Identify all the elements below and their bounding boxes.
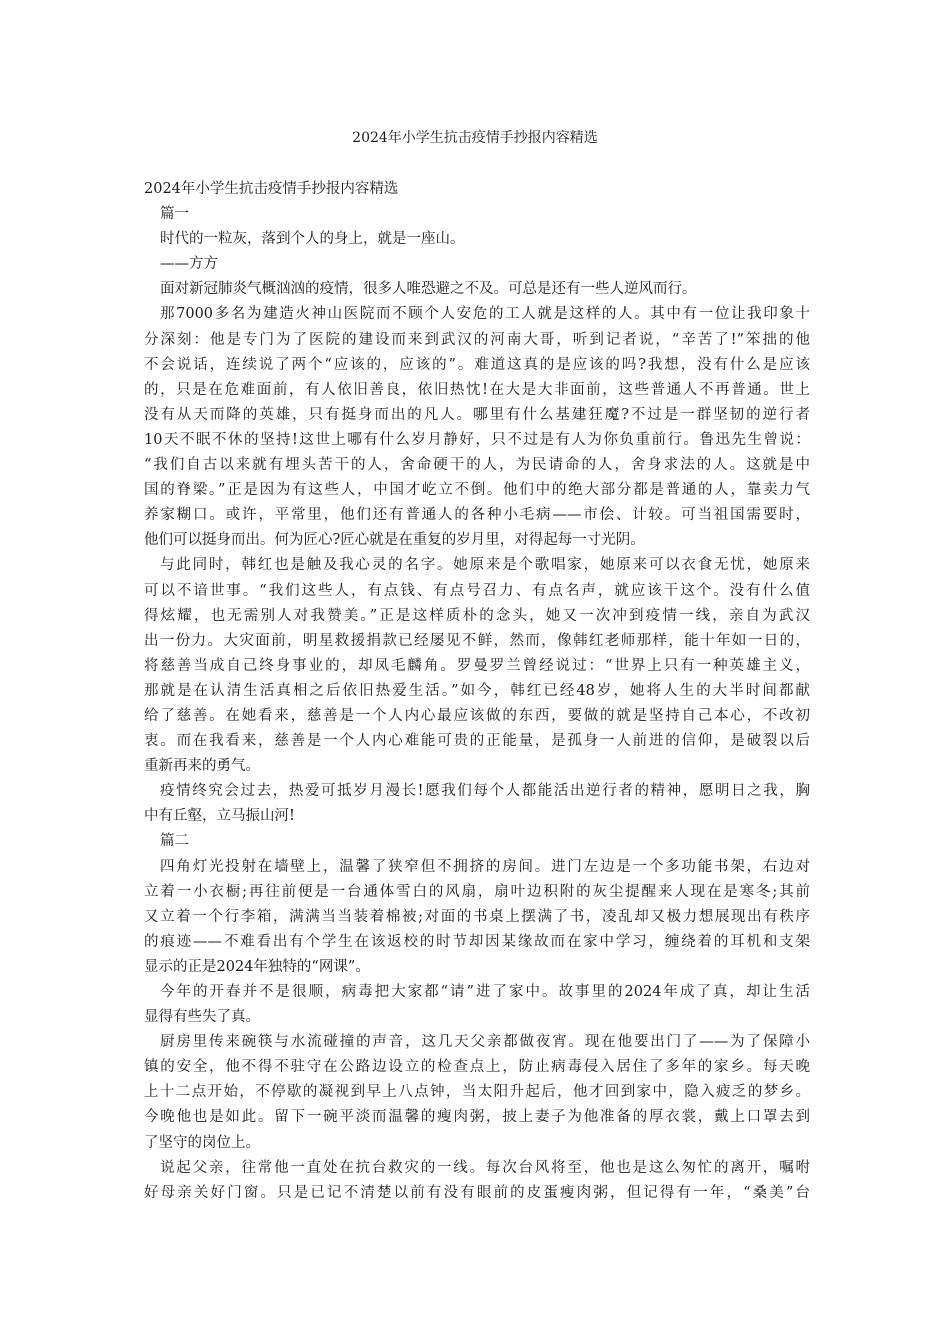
- text-line: 不会说话，连续说了两个“应该的，应该的”。难道这真的是应该的吗?我想，没有什么是应该: [144, 356, 810, 373]
- text-line: 篇一: [160, 206, 189, 223]
- text-line: 面对新冠肺炎气概汹汹的疫情，很多人唯恐避之不及。可总是还有一些人逆风而行。: [160, 281, 697, 298]
- text-line: 今年的开春并不是很顺，病毒把大家都“请”进了家中。故事里的2024年成了真，却让生活: [160, 984, 810, 1000]
- text-line: 立着一小衣橱;再往前便是一台通体雪白的风扇，扇叶边积附的灰尘提醒来人现在是寒冬;其前: [144, 883, 810, 900]
- text-line: 上十二点开始，不停歇的凝视到早上八点钟，当太阳升起后，他才回到家中，隐入疲乏的梦乡。: [144, 1084, 810, 1101]
- text-line: 那7000多名为建造火神山医院而不顾个人安危的工人就是这样的人。其中有一位让我印象十: [160, 306, 810, 323]
- text-line: 好母亲关好门窗。只是已记不清楚以前有没有眼前的皮蛋瘦肉粥，但记得有一年，“桑美”台: [144, 1184, 810, 1201]
- text-line: 显示的正是2024年独特的“网课”。: [144, 958, 370, 975]
- text-line: 可以不谙世事。“我们这些人，有点钱、有点号召力、有点名声，就应该干这个。没有什么值: [144, 582, 810, 599]
- text-line: 了坚守的岗位上。: [144, 1134, 260, 1151]
- text-line: “我们自古以来就有埋头苦干的人，舍命硬干的人，为民请命的人，舍身求法的人。这就是中: [144, 457, 810, 474]
- text-line: 的，只是在危难面前，有人依旧善良，依旧热忱!在大是大非面前，这些普通人不再普通。世上: [144, 381, 810, 398]
- text-line: 10天不眠不休的坚持!这世上哪有什么岁月静好，只不过是有人为你负重前行。鲁迅先生曾说：: [144, 431, 810, 448]
- text-line: 2024年小学生抗击疫情手抄报内容精选: [144, 181, 399, 197]
- text-line: 今晚他也是如此。留下一碗平淡而温馨的瘦肉粥，披上妻子为他准备的厚衣裳，戴上口罩去到: [144, 1109, 810, 1126]
- text-line: 国的脊梁。”正是因为有这些人，中国才屹立不倒。他们中的绝大部分都是普通的人，靠卖力气: [144, 482, 810, 499]
- text-line: 出一份力。大灾面前，明星救援捐款已经屡见不鲜，然而，像韩红老师那样，能十年如一日的，: [144, 632, 810, 649]
- text-line: 疫情终究会过去，热爱可抵岁月漫长!愿我们每个人都能活出逆行者的精神，愿明日之我，胸: [160, 783, 810, 800]
- text-line: 衷。而在我看来，慈善是一个人内心难能可贵的正能量，是孤身一人前进的信仰，是破裂以后: [144, 733, 810, 750]
- text-line: 与此同时，韩红也是触及我心灵的名字。她原来是个歌唱家，她原来可以衣食无忧，她原来: [160, 557, 810, 574]
- text-line: 将慈善当成自己终身事业的，却凤毛麟角。罗曼罗兰曾经说过：“世界上只有一种英雄主义，: [144, 657, 810, 674]
- text-line: 时代的一粒灰，落到个人的身上，就是一座山。: [160, 231, 465, 248]
- text-line: 又立着一个行李箱，满满当当装着棉被;对面的书桌上摆满了书，凌乱却又极力想展现出有秩序: [144, 908, 810, 925]
- text-line: 他们可以挺身而出。何为匠心?匠心就是在重复的岁月里，对得起每一寸光阴。: [144, 532, 645, 549]
- text-line: 显得有些失了真。: [144, 1009, 260, 1026]
- text-line: 篇二: [160, 833, 189, 850]
- text-line: 中有丘壑，立马振山河!: [144, 808, 295, 825]
- document-body: [144, 177, 810, 1206]
- text-line: 的痕迹——不难看出有个学生在该返校的时节却因某缘故而在家中学习，缠绕着的耳机和支架: [144, 933, 810, 950]
- text-line: 没有从天而降的英雄，只有挺身而出的凡人。哪里有什么基建狂魔?不过是一群坚韧的逆行者: [144, 406, 810, 423]
- text-line: 重新再来的勇气。: [144, 758, 260, 775]
- text-line: 养家糊口。或许，平常里，他们还有普通人的各种小毛病——市侩、计较。可当祖国需要时，: [144, 507, 810, 524]
- text-line: 给了慈善。在她看来，慈善是一个人内心最应该做的东西，要做的就是坚持自己本心，不改初: [144, 707, 810, 724]
- text-line: 说起父亲，往常他一直处在抗台救灾的一线。每次台风将至，他也是这么匆忙的离开，嘱咐: [160, 1159, 810, 1176]
- document-title: 2024年小学生抗击疫情手抄报内容精选: [352, 130, 598, 146]
- text-line: 那就是在认清生活真相之后依旧热爱生活。”如今，韩红已经48岁，她将人生的大半时间都献: [144, 682, 810, 699]
- text-line: ——方方: [160, 256, 218, 273]
- text-line: 得炫耀，也无需别人对我赞美。”正是这样质朴的念头，她又一次冲到疫情一线，亲自为武汉: [144, 607, 810, 624]
- text-line: 四角灯光投射在墙壁上，温馨了狭窄但不拥挤的房间。进门左边是一个多功能书架，右边对: [160, 858, 810, 875]
- text-line: 分深刻：他是专门为了医院的建设而来到武汉的河南大哥，听到记者说，“辛苦了!”笨拙的他: [144, 331, 810, 348]
- text-line: 厨房里传来碗筷与水流碰撞的声音，这几天父亲都做夜宵。现在他要出门了——为了保障小: [160, 1034, 810, 1051]
- text-line: 镇的安全，他不得不驻守在公路边设立的检查点上，防止病毒侵入居住了多年的家乡。每天晚: [144, 1059, 810, 1076]
